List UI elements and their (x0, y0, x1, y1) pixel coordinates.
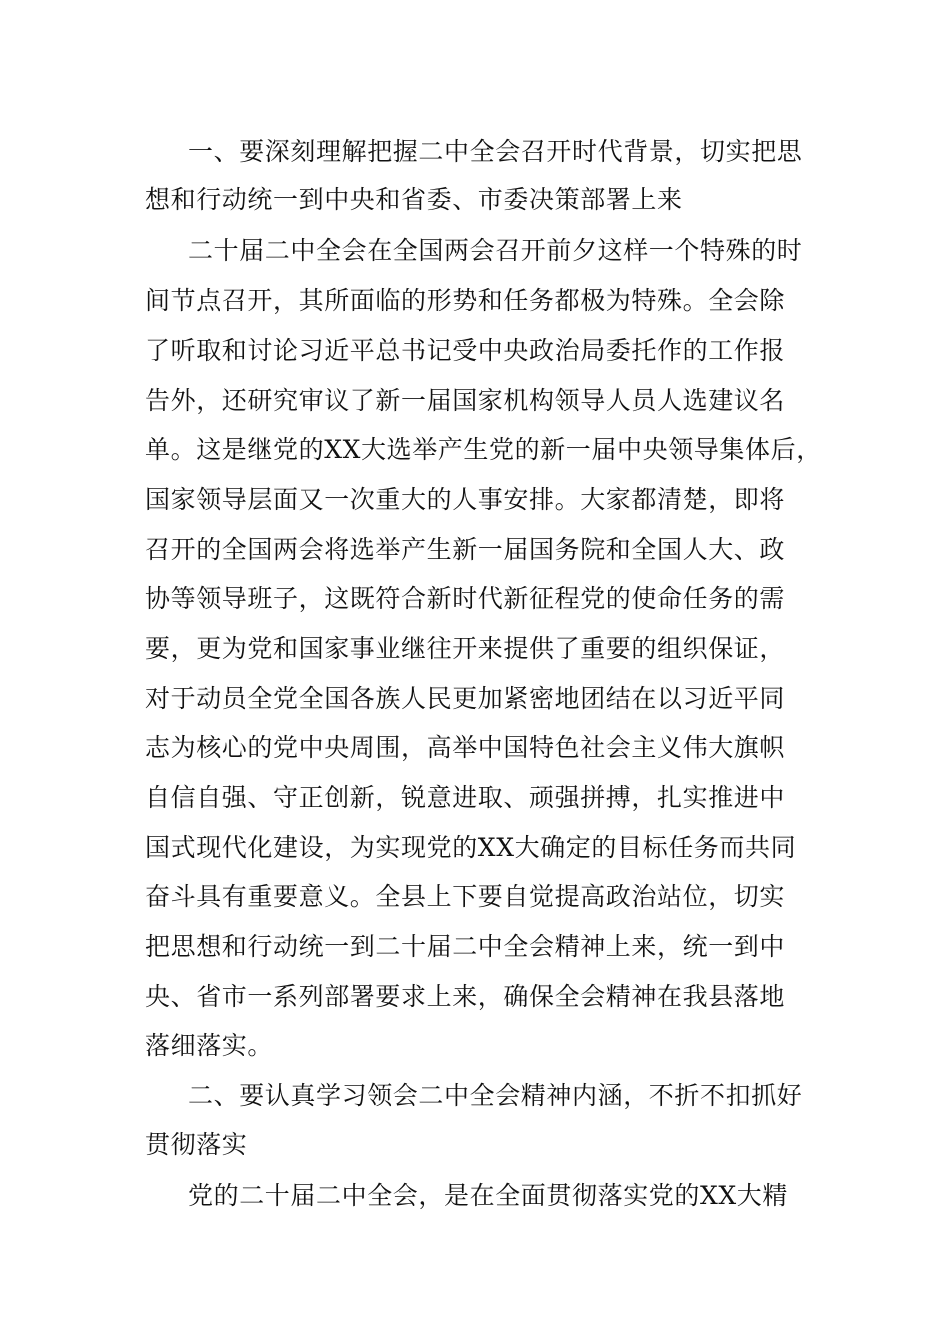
paragraph-1-line: 二十届二中全会在全国两会召开前夕这样一个特殊的时 (188, 236, 803, 265)
paragraph-1-line: 志为核心的党中央周围，高举中国特色社会主义伟大旗帜 (145, 733, 786, 762)
paragraph-1-line: 间节点召开，其所面临的形势和任务都极为特殊。全会除 (145, 286, 786, 315)
paragraph-1-line: 对于动员全党全国各族人民更加紧密地团结在以习近平同 (145, 684, 786, 713)
paragraph-1-line: 国家领导层面又一次重大的人事安排。大家都清楚，即将 (145, 485, 786, 514)
paragraph-1-line: 国式现代化建设，为实现党的XX大确定的目标任务而共同 (145, 833, 797, 862)
paragraph-1-line: 协等领导班子，这既符合新时代新征程党的使命任务的需 (145, 584, 786, 613)
heading-1-line-2: 想和行动统一到中央和省委、市委决策部署上来 (145, 185, 683, 214)
paragraph-1-line: 单。这是继党的XX大选举产生党的新一届中央领导集体后， (145, 435, 822, 464)
heading-1-line-1: 一、要深刻理解把握二中全会召开时代背景，切实把思 (188, 137, 803, 166)
paragraph-1-line: 自信自强、守正创新，锐意进取、顽强拼搏，扎实推进中 (145, 783, 786, 812)
paragraph-1-line: 央、省市一系列部署要求上来，确保全会精神在我县落地 (145, 982, 786, 1011)
paragraph-1-line: 了听取和讨论习近平总书记受中央政治局委托作的工作报 (145, 336, 786, 365)
heading-2-line-2: 贯彻落实 (145, 1130, 248, 1159)
paragraph-1-line: 落细落实。 (145, 1031, 274, 1060)
paragraph-1-line: 奋斗具有重要意义。全县上下要自觉提高政治站位，切实 (145, 882, 786, 911)
heading-2-line-1: 二、要认真学习领会二中全会精神内涵，不折不扣抓好 (188, 1081, 803, 1110)
paragraph-1-line: 告外，还研究审议了新一届国家机构领导人员人选建议名 (145, 386, 786, 415)
paragraph-2-line: 党的二十届二中全会，是在全面贯彻落实党的XX大精 (188, 1181, 788, 1210)
paragraph-1-line: 要，更为党和国家事业继往开来提供了重要的组织保证， (145, 634, 786, 663)
paragraph-1-line: 把思想和行动统一到二十届二中全会精神上来，统一到中 (145, 932, 786, 961)
paragraph-1-line: 召开的全国两会将选举产生新一届国务院和全国人大、政 (145, 535, 786, 564)
